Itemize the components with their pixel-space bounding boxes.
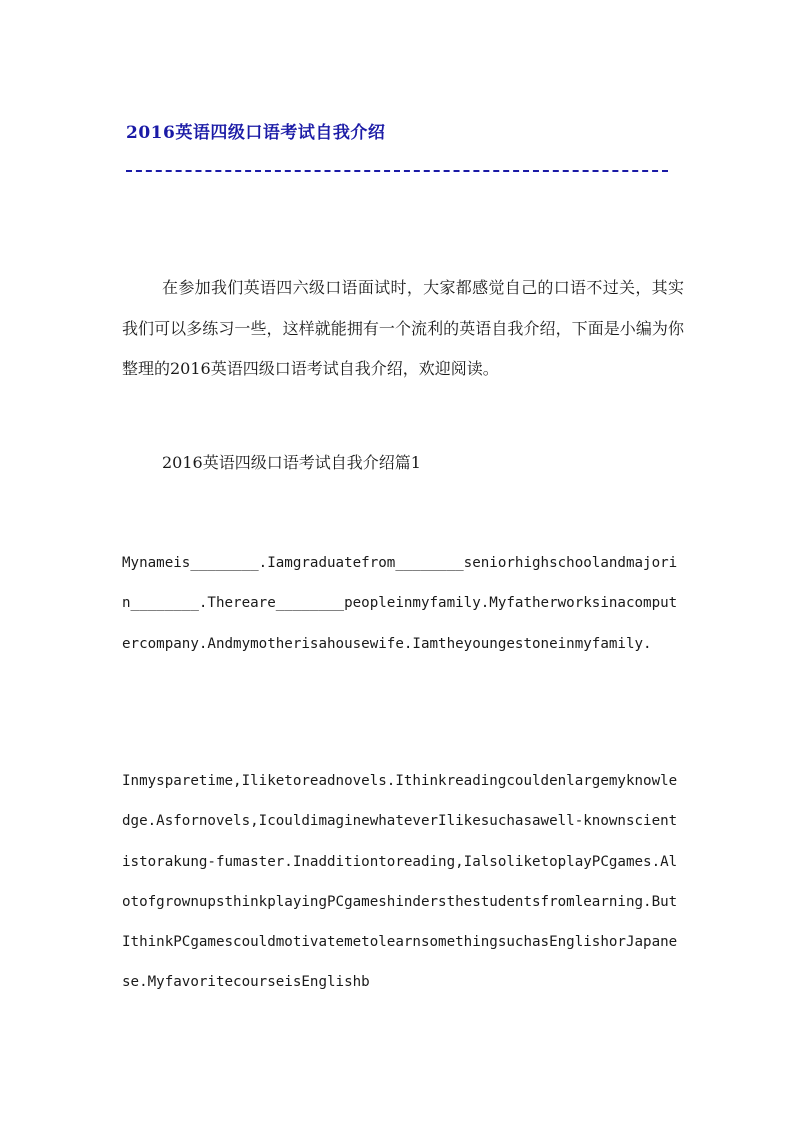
document-title: 2016英语四级口语考试自我介绍	[126, 123, 386, 143]
paragraph-2: Inmysparetime,Iliketoreadnovels.Ithinkreadingcouldenlargemyknowledge.Asfornovels,IcouldimaginewhateverIlikesuchasawell-knownscientistorakung-fumaster.Inadditiontoreading,IalsoliketoplayPCgames.AlotofgrownupsthinkplayingPCgameshindersthestudentsfromlearning.ButIthinkPCgamescouldmotivatemetolearnsomethingsuchasEnglishorJapanese.MyfavoritecourseisEnglishb	[122, 773, 678, 991]
paragraph-1: Mynameis________.Iamgraduatefrom________seniorhighschoolandmajorin________.Thereare________peopleinmyfamily.Myfatherworksinacomputercompany.Andmymotherisahousewife.Iamtheyoungestoneinmyfamily.	[122, 555, 678, 652]
section-heading: 2016英语四级口语考试自我介绍篇1	[162, 453, 421, 472]
title-divider	[126, 170, 668, 172]
intro-paragraph: 在参加我们英语四六级口语面试时，大家都感觉自己的口语不过关，其实我们可以多练习一些，这样就能拥有一个流利的英语自我介绍，下面是小编为你整理的2016英语四级口语考试自我介绍，欢迎阅读。	[122, 278, 684, 378]
